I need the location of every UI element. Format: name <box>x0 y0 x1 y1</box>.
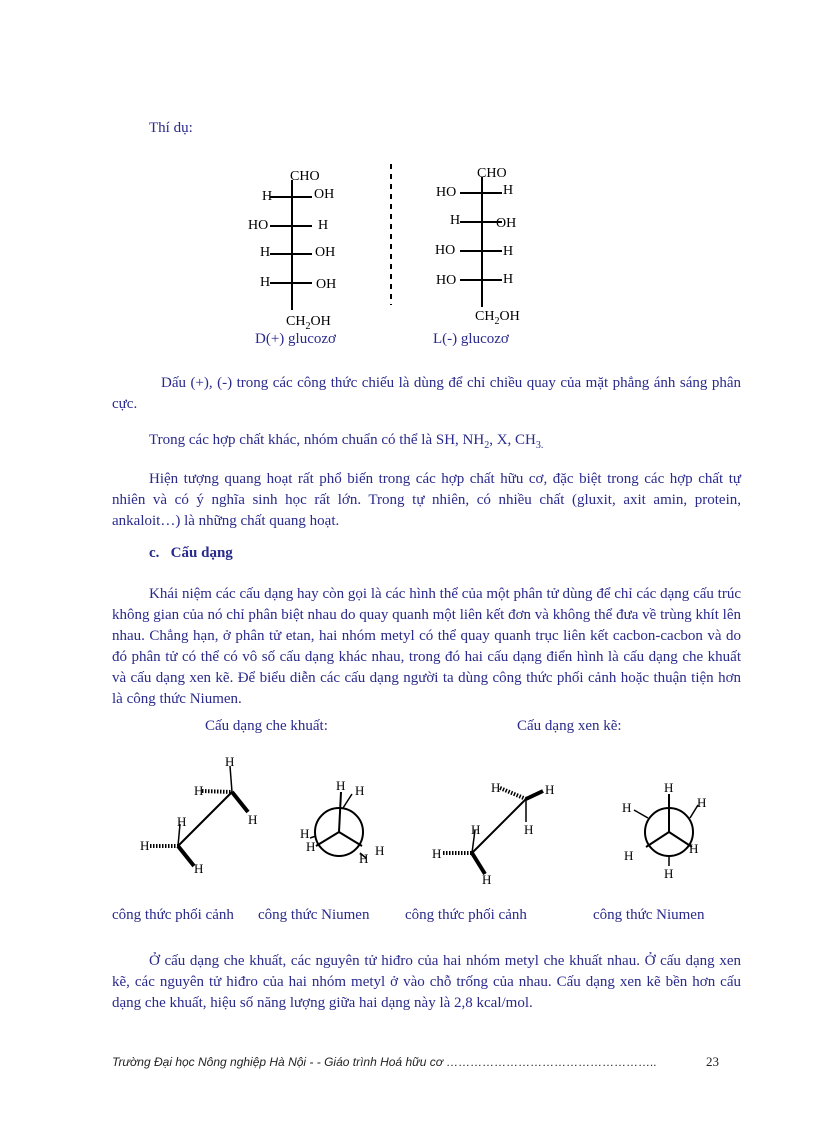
caption-d-glucose: D(+) glucozơ <box>255 331 336 347</box>
caption-eclipsed-perspective: công thức phối cảnh <box>112 907 234 923</box>
atom-h: H <box>624 848 634 863</box>
eclipsed-label: Cấu dạng che khuất: <box>205 718 328 734</box>
page-number: 23 <box>706 1054 719 1069</box>
atom-h: H <box>545 782 555 797</box>
l-row4-left: HO <box>436 273 457 288</box>
atom-h: H <box>306 839 316 854</box>
d-row2-right: H <box>318 218 329 233</box>
l-row2-right: OH <box>496 216 517 231</box>
atom-h: H <box>140 838 150 853</box>
d-bottom-group: $CH_2OH$ <box>286 314 331 332</box>
atom-h: H <box>482 872 492 887</box>
optical-activity-paragraph: Hiện tượng quang hoạt rất phổ biến trong các hợp chất hữu cơ, đặc biệt trong các hợp chất tự nhiên và có ý nghĩa sinh học rất lớn. Trong tự nhiên, có nhiều chất (gluxit, axit amin, protein, ankaloit…) là những chất quang hoạt. <box>112 471 741 529</box>
d-row1-left: H <box>262 189 273 204</box>
conformation-definition-paragraph: Khái niệm các cấu dạng hay còn gọi là các hình thể của một phân tử dùng để chỉ các dạng cấu trúc không gian của nó chỉ phân biệt nhau do quay quanh một liên kết đơn và không thể đưa về trùng khít lên nhau. Chẳng hạn, ở phân tử etan, hai nhóm metyl có thể quay quanh trục liên kết cacbon-cacbon và do đó phân tử có thể có vô số cấu dạng khác nhau, trong đó hai cấu dạng điển hình là cấu dạng che khuất và cấu dạng xen kẽ. Để biểu diễn các cấu dạng người ta dùng công thức phối cảnh hoặc thuận tiện hơn là công thức Niumen. <box>112 586 741 707</box>
section-heading: c. Cấu dạng <box>149 545 233 561</box>
d-row1-right: OH <box>314 187 335 202</box>
atom-h: H <box>225 754 235 769</box>
atom-h: H <box>432 846 442 861</box>
d-row3-left: H <box>260 245 271 260</box>
atom-h: H <box>359 851 369 866</box>
conformation-diagrams <box>130 750 730 890</box>
l-row2-left: H <box>450 213 461 228</box>
l-row3-left: HO <box>435 243 456 258</box>
l-row4-right: H <box>503 272 514 287</box>
eclipsed-newman <box>300 778 384 866</box>
atom-h: H <box>524 822 534 837</box>
l-top-group: CHO <box>477 166 507 181</box>
caption-eclipsed-newman: công thức Niumen <box>258 907 370 923</box>
d-row3-right: OH <box>315 245 336 260</box>
d-row4-right: OH <box>316 277 337 292</box>
atom-h: H <box>471 822 481 837</box>
atom-h: H <box>194 783 204 798</box>
l-row1-left: HO <box>436 185 457 200</box>
fischer-l-glucose <box>430 157 560 332</box>
atom-h: H <box>697 795 707 810</box>
d-row2-left: HO <box>248 218 269 233</box>
eclipsed-sawhorse <box>140 754 257 876</box>
staggered-label: Cấu dạng xen kẽ: <box>517 718 622 734</box>
l-row1-right: H <box>503 183 514 198</box>
fischer-d-glucose <box>240 160 370 335</box>
atom-h: H <box>689 841 699 856</box>
caption-staggered-newman: công thức Niumen <box>593 907 705 923</box>
page-footer: Trường Đại học Nông nghiệp Hà Nội - - Giáo trình Hoá hữu cơ …………………………………………….. <box>112 1055 657 1069</box>
d-row4-left: H <box>260 275 271 290</box>
atom-h: H <box>622 800 632 815</box>
atom-h: H <box>355 783 365 798</box>
caption-l-glucose: L(-) glucozơ <box>433 331 509 347</box>
l-row3-right: H <box>503 244 514 259</box>
conclusion-paragraph: Ở cấu dạng che khuất, các nguyên tử hiđro của hai nhóm metyl che khuất nhau. Ở cấu dạng xen kẽ, các nguyên tử hiđro của hai nhóm metyl ở vào chỗ trống của nhau. Cấu dạng xen kẽ bền hơn cấu dạng che khuất, hiệu số năng lượng giữa hai dạng này là 2,8 kcal/mol. <box>112 953 741 1011</box>
atom-h: H <box>664 780 674 795</box>
atom-h: H <box>194 861 204 876</box>
atom-h: H <box>248 812 258 827</box>
atom-h: H <box>177 814 187 829</box>
atom-h: H <box>375 843 385 858</box>
example-label: Thí dụ: <box>149 120 193 136</box>
d-top-group: CHO <box>290 169 320 184</box>
l-bottom-group: $CH_2OH$ <box>475 309 520 327</box>
sign-note-paragraph: Dấu (+), (-) trong các công thức chiếu là dùng để chỉ chiều quay của mặt phẳng ánh sáng phân cực. <box>112 375 741 412</box>
staggered-sawhorse <box>432 780 554 887</box>
caption-staggered-perspective: công thức phối cảnh <box>405 907 527 923</box>
atom-h: H <box>300 826 310 841</box>
dashed-divider <box>386 162 396 307</box>
staggered-newman <box>622 780 706 881</box>
standard-group-paragraph: Trong các hợp chất khác, nhóm chuẩn có thể là SH, $NH_2$, X, $CH_{3.}$ <box>149 432 544 451</box>
atom-h: H <box>336 778 346 793</box>
atom-h: H <box>491 780 501 795</box>
atom-h: H <box>664 866 674 881</box>
